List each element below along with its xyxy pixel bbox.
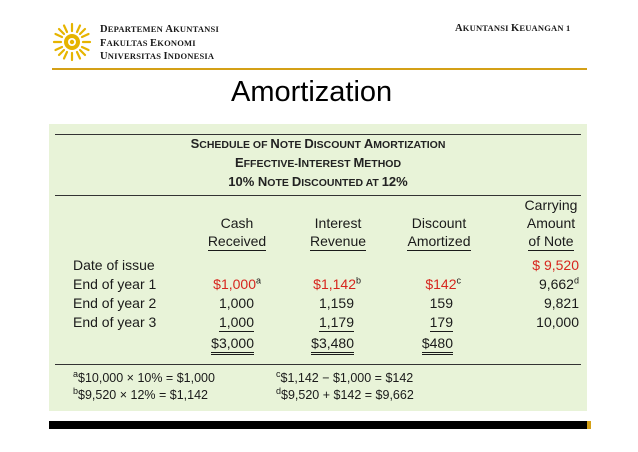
col-discount-header-line3: Amortized <box>407 233 471 249</box>
schedule-title-line-1: SCHEDULE OF NOTE DISCOUNT AMORTIZATION <box>190 136 446 151</box>
header-divider <box>52 68 587 70</box>
department-name <box>100 23 219 64</box>
row-discount: 159 <box>429 295 453 311</box>
university-seal-icon <box>52 22 92 62</box>
col-interest-header-line3: Revenue <box>309 233 367 249</box>
footnote-d: $^d$\$9,520 + $142 = $9,662 <box>276 385 414 402</box>
row-label: End of year 2 <box>73 295 157 311</box>
col-carrying-header-line2: Amount <box>526 215 576 231</box>
footnote-rule <box>55 364 581 365</box>
footnote-c: $^c$\$1,142 − $1,000 = $142 <box>276 368 414 385</box>
footnote-a: $^a$\$10,000 × 10% = $1,000 <box>73 368 215 385</box>
row-interest: 1,179 <box>318 314 354 330</box>
row-label: Date of issue <box>73 257 155 273</box>
schedule-top-rule <box>55 134 581 135</box>
row-carrying: 10,000 <box>536 314 579 330</box>
row-interest: 1,159 <box>318 295 354 311</box>
col-carrying-header-line1: Carrying <box>524 197 578 213</box>
row-label: End of year 3 <box>73 314 157 330</box>
schedule-title-line-2: EFFECTIVE-INTEREST METHOD <box>234 155 402 170</box>
footer-bar <box>49 421 587 429</box>
row-discount: $142$^c$ <box>425 275 461 292</box>
row-cash: 1,000 <box>218 295 254 311</box>
col-cash-header-line2: Cash <box>220 215 254 231</box>
row-interest: $1,142$^b$ <box>313 275 361 292</box>
dept-line-3: UNIVERSITAS INDONESIA <box>100 51 215 62</box>
row-carrying: 9,821 <box>543 295 579 311</box>
schedule-title-line-3: 10% NOTE DISCOUNTED AT 12% <box>228 174 408 189</box>
row-carrying: $ 9,520 <box>532 257 579 273</box>
dept-line-1: DEPARTEMEN AKUNTANSI <box>100 24 219 35</box>
schedule-panel <box>49 124 587 411</box>
footnote-b: $^b$\$9,520 × 12% = $1,142 <box>73 385 208 402</box>
course-name: AKUNTANSI KEUANGAN 1 <box>455 23 571 34</box>
total-interest: $3,480 <box>311 335 354 355</box>
col-carrying-header-line3: of Note <box>528 233 574 249</box>
row-cash: 1,000 <box>218 314 254 330</box>
slide-title: Amortization <box>231 76 393 108</box>
schedule-title-rule <box>55 195 581 196</box>
row-label: End of year 1 <box>73 276 157 292</box>
total-discount: $480 <box>422 335 453 355</box>
footer-accent <box>587 421 591 429</box>
col-cash-header-line3: Received <box>207 233 267 249</box>
row-carrying: 9,662$^d$ <box>538 275 579 292</box>
col-interest-header-line2: Interest <box>314 215 362 231</box>
col-discount-header-line2: Discount <box>411 215 467 231</box>
row-discount: 179 <box>429 314 453 330</box>
total-cash: $3,000 <box>211 335 254 355</box>
row-cash: $1,000$^a$ <box>213 275 261 292</box>
dept-line-2: FAKULTAS EKONOMI <box>100 37 196 49</box>
